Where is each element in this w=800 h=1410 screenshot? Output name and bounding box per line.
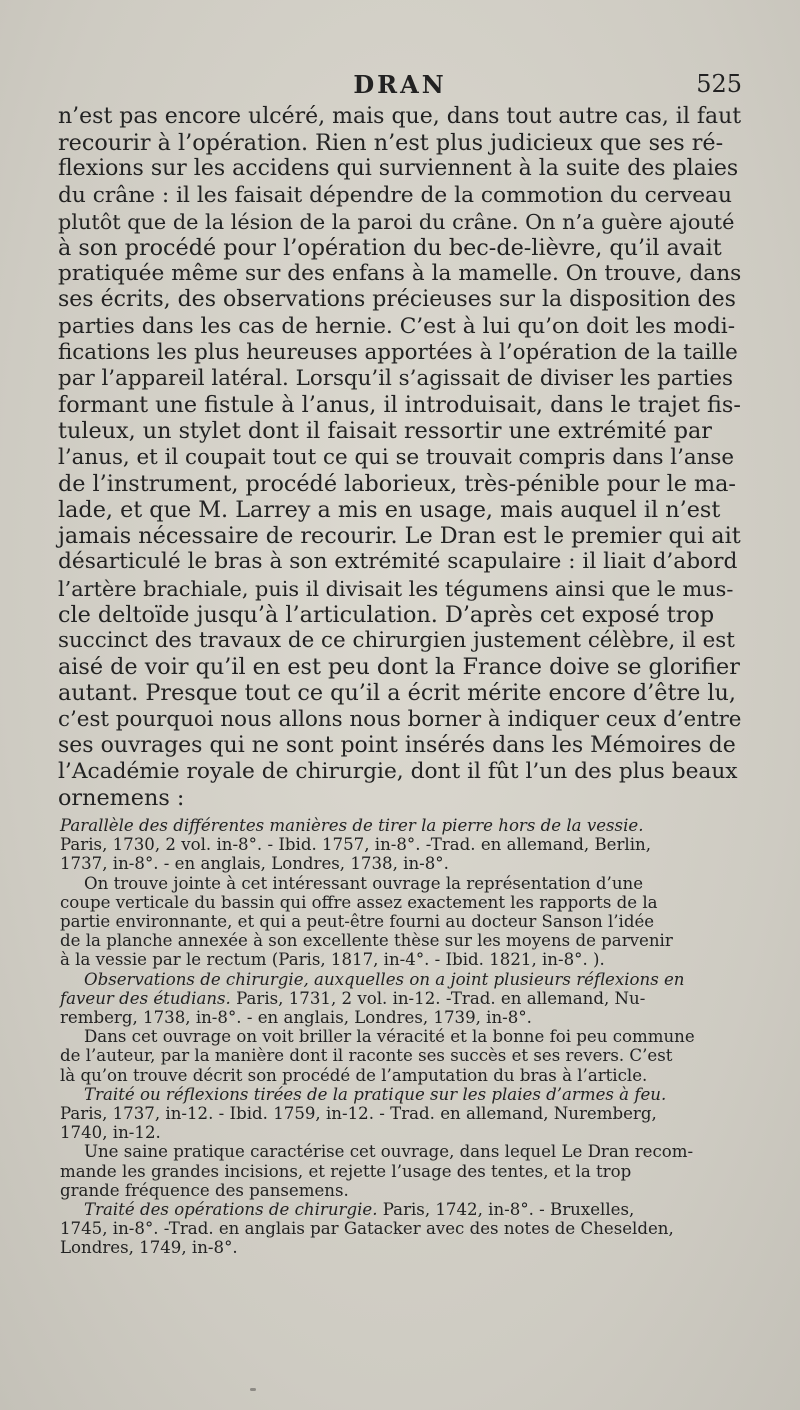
bib-publication: remberg, 1738, in-8°. - en anglais, Londres, 1739, in-8°. <box>60 1008 532 1028</box>
text-line: recourir à l’opération. Rien n’est plus judicieux que ses ré- <box>58 130 724 157</box>
main-text-block <box>58 104 741 811</box>
bib-entry-parallele <box>60 816 740 970</box>
bib-publication: 1737, in-8°. - en anglais, Londres, 1738, in-8°. <box>60 854 449 874</box>
bib-note: coupe verticale du bassin qui offre assez exactement les rapports de la <box>60 892 658 912</box>
text-line: parties dans les cas de hernie. C’est à lui qu’on doit les modi- <box>58 313 736 339</box>
text-line: tuleux, un stylet dont il faisait ressortir une extrémité par <box>58 418 712 445</box>
bib-publication: Paris, 1737, in-12. - Ibid. 1759, in-12. - Trad. en allemand, Nuremberg, <box>60 1104 657 1124</box>
bib-note: à la vessie par le rectum (Paris, 1817, in-4°. - Ibid. 1821, in-8°. ). <box>60 950 605 970</box>
text-line: c’est pourquoi nous allons nous borner à indiquer ceux d’entre <box>58 706 742 732</box>
bib-publication: Paris, 1731, 2 vol. in-12. -Trad. en allemand, Nu- <box>230 988 646 1008</box>
bib-title: Parallèle des différentes manières de tirer la pierre hors de la vessie. <box>60 816 644 835</box>
bib-note: là qu’on trouve décrit son procédé de l’amputation du bras à l’article. <box>60 1065 648 1085</box>
bibliography-section <box>60 816 740 1258</box>
bib-publication: 1745, in-8°. -Trad. en anglais par Gatacker avec des notes de Cheselden, <box>60 1219 674 1239</box>
bib-entry-traite-plaies <box>60 1085 740 1200</box>
bib-note: On trouve jointe à cet intéressant ouvrage la représentation d’une <box>84 873 644 893</box>
paper-mark <box>250 1388 256 1391</box>
text-line: fications les plus heureuses apportées à l’opération de la taille <box>58 339 738 365</box>
text-line: jamais nécessaire de recourir. Le Dran est le premier qui ait <box>58 523 741 550</box>
text-line: ses ouvrages qui ne sont point insérés dans les Mémoires de <box>58 732 736 758</box>
bib-note: de la planche annexée à son excellente thèse sur les moyens de parvenir <box>60 931 673 951</box>
text-line: cle deltoïde jusqu’à l’articulation. D’après cet exposé trop <box>58 601 715 628</box>
text-line: n’est pas encore ulcéré, mais que, dans tout autre cas, il faut <box>58 104 742 129</box>
text-line: succinct des travaux de ce chirurgien justement célèbre, il est <box>58 628 735 654</box>
text-line: autant. Presque tout ce qu’il a écrit mérite encore d’être lu, <box>58 680 736 707</box>
text-line: l’anus, et il coupait tout ce qui se trouvait compris dans l’anse <box>58 444 735 470</box>
bib-entry-traite-operations <box>60 1200 740 1258</box>
bib-publication: Paris, 1730, 2 vol. in-8°. - Ibid. 1757, in-8°. -Trad. en allemand, Berlin, <box>60 835 651 855</box>
bib-note: Dans cet ouvrage on voit briller la véracité et la bonne foi peu commune <box>84 1027 695 1047</box>
text-line: aisé de voir qu’il en est peu dont la France doive se glorifier <box>58 654 740 681</box>
text-line: ses écrits, des observations précieuses sur la disposition des <box>58 287 736 313</box>
running-head: DRAN <box>353 70 447 99</box>
bib-publication: Paris, 1742, in-8°. - Bruxelles, <box>377 1200 635 1220</box>
bib-title-and-publication <box>60 989 740 1008</box>
bib-title-and-publication <box>60 1200 740 1219</box>
bib-entry-observations <box>60 970 740 1085</box>
text-line: du crâne : il les faisait dépendre de la commotion du cerveau <box>58 182 732 208</box>
text-line: à son procédé pour l’opération du bec-de-lièvre, qu’il avait <box>58 235 722 262</box>
bib-title: Traité des opérations de chirurgie. <box>84 1200 378 1220</box>
bib-title: Traité ou réflexions tirées de la pratique sur les plaies d’armes à feu. <box>84 1084 667 1104</box>
text-line: l’artère brachiale, puis il divisait les tégumens ainsi que le mus- <box>58 576 734 601</box>
bib-note: Une saine pratique caractérise cet ouvrage, dans lequel Le Dran recom- <box>84 1142 694 1162</box>
bib-publication: 1740, in-12. <box>60 1123 161 1143</box>
bib-title: faveur des étudians. <box>60 988 231 1008</box>
text-line: désarticulé le bras à son extrémité scapulaire : il liait d’abord <box>58 549 738 575</box>
bib-publication: Londres, 1749, in-8°. <box>60 1238 238 1258</box>
page-header <box>58 70 742 104</box>
text-line: par l’appareil latéral. Lorsqu’il s’agissait de diviser les parties <box>58 366 733 392</box>
bib-note: partie environnante, et qui a peut-être fourni au docteur Sanson l’idée <box>60 912 655 932</box>
bib-title: Observations de chirurgie, auxquelles on a joint plusieurs réflexions en <box>84 969 685 989</box>
text-line: formant une fistule à l’anus, il introduisait, dans le trajet fis- <box>58 392 741 419</box>
text-line: l’Académie royale de chirurgie, dont il fût l’un des plus beaux <box>58 759 738 785</box>
text-line: ornemens : <box>58 785 185 812</box>
text-line: pratiquée même sur des enfans à la mamelle. On trouve, dans <box>58 261 742 287</box>
bib-note: grande fréquence des pansemens. <box>60 1180 349 1200</box>
text-line: flexions sur les accidens qui surviennent à la suite des plaies <box>58 156 739 182</box>
bib-note: mande les grandes incisions, et rejette l’usage des tentes, et la trop <box>60 1161 632 1181</box>
text-line: plutôt que de la lésion de la paroi du crâne. On n’a guère ajouté <box>58 209 735 234</box>
text-line: de l’instrument, procédé laborieux, très-pénible pour le ma- <box>58 470 736 497</box>
page-number: 525 <box>696 70 742 98</box>
bib-note: de l’auteur, par la manière dont il raconte ses succès et ses revers. C’est <box>60 1046 673 1066</box>
text-line: lade, et que M. Larrey a mis en usage, mais auquel il n’est <box>58 497 721 524</box>
